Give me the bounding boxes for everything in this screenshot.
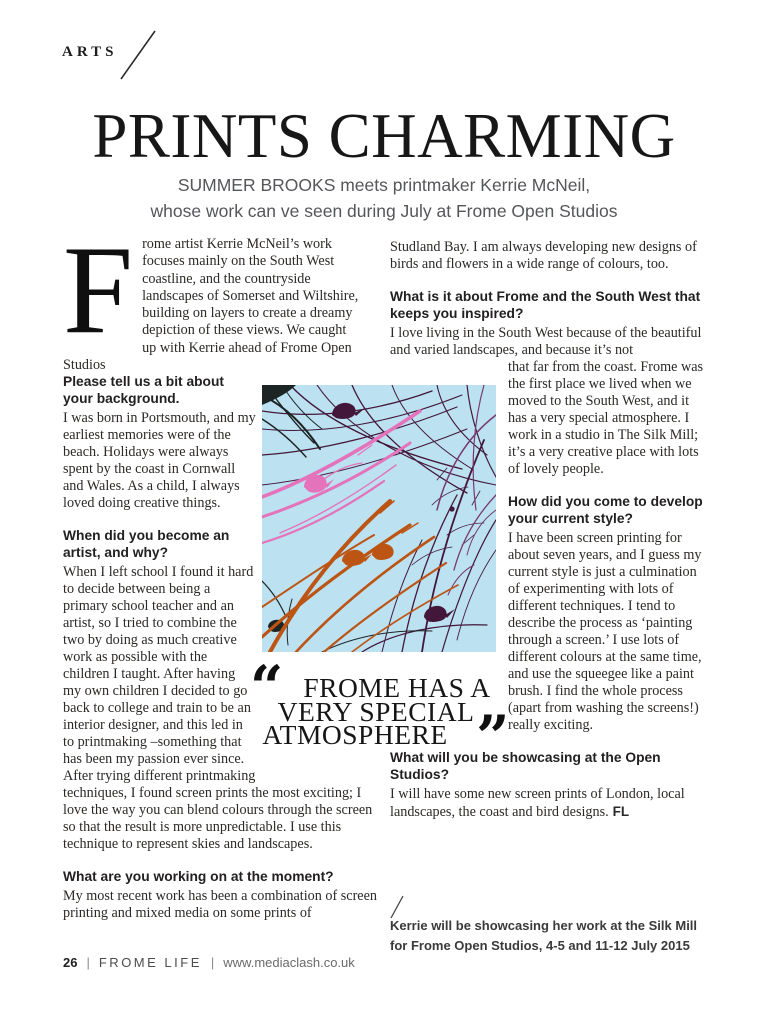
answer-inspired-part2: that far from the coast. Frome was the first place we lived when we moved to the South West, and it has a very special atmosphere. I work in a studio in The Silk Mill; it’s a very creative place with lots of lovely people. xyxy=(508,359,704,477)
section-slash-icon xyxy=(116,28,158,82)
pull-quote xyxy=(250,653,510,771)
answer-working-on: My most recent work has been a combination of screen printing and mixed media on some prints of xyxy=(63,888,377,921)
drop-cap: F xyxy=(63,221,134,360)
question-working-on: What are you working on at the moment? xyxy=(63,869,334,884)
footer-separator: | xyxy=(86,955,90,970)
footer-url: www.mediaclash.co.uk xyxy=(223,955,355,970)
standfirst-line-1: SUMMER BROOKS meets printmaker Kerrie McNeil, xyxy=(177,175,591,195)
open-quote-icon: “ xyxy=(250,653,284,721)
footer-separator: | xyxy=(210,955,215,970)
question-current-style: How did you come to develop your current style? xyxy=(508,494,703,526)
answer-inspired-part1: I love living in the South West because of the beautiful and varied landscapes, and because it’s not xyxy=(390,325,702,358)
answer-background: I was born in Portsmouth, and my earliest memories were of the beach. Holidays were always spent by the coast in Cornwall and Wales. As a child, I always loved doing creative things. xyxy=(63,410,256,511)
page-number: 26 xyxy=(63,955,78,970)
question-showcasing: What will you be showcasing at the Open Studios? xyxy=(390,750,661,782)
end-mark: FL xyxy=(612,804,630,819)
pull-quote-line-1: FROME HAS A xyxy=(303,672,491,703)
standfirst-line-2: whose work can ve seen during July at Frome Open Studios xyxy=(150,201,618,221)
article-title: PRINTS CHARMING xyxy=(92,101,676,171)
question-become-artist: When did you become an artist, and why? xyxy=(63,528,230,560)
intro-paragraph xyxy=(63,221,363,374)
answer-become-artist-part1: When I left school I found it hard to decide between being a primary school teacher and an artist, so I tried to combine the two by doing as much creative work as possible with the children I taught. After having my own children I decided to go back to college and train to be an interior designer, and this led in to printmaking –something that has been my passion ever since. After trying different printmaking xyxy=(63,564,256,784)
pull-quote-line-3: ATMOSPHERE xyxy=(262,719,448,750)
pull-quote-line-2: VERY SPECIAL xyxy=(277,695,475,727)
answer-working-on-continued: Studland Bay. I am always developing new designs of birds and flowers in a wide range of colours, too. xyxy=(390,239,697,272)
end-note: Kerrie will be showcasing her work at the Silk Mill for Frome Open Studios, 4-5 and 11-12 July 2015 xyxy=(390,918,698,953)
magazine-name: FROME LIFE xyxy=(98,955,202,970)
question-background: Please tell us a bit about your background. xyxy=(63,374,225,406)
page-footer xyxy=(63,955,703,970)
intro-text: rome artist Kerrie McNeil’s work focuses mainly on the South West coastline, and the countryside landscapes of Somerset and Wiltshire, building on layers to create a dreamy depiction of these views. We caught up with Kerrie ahead of Frome Open Studios xyxy=(63,236,359,374)
artwork-image xyxy=(262,385,496,652)
answer-showcasing xyxy=(390,786,706,821)
answer-showcasing-text: I will have some new screen prints of London, local landscapes, the coast and bird designs. xyxy=(390,786,685,820)
question-inspired: What is it about Frome and the South West that keeps you inspired? xyxy=(390,289,701,321)
article-standfirst xyxy=(0,172,768,224)
close-quote-icon: ” xyxy=(476,703,510,771)
answer-become-artist-part2: techniques, I found screen prints the most exciting; I love the way you can blend colours through the screen so that the result is more unpredictable. I use this technique to represent skies and landscapes. xyxy=(63,785,373,852)
section-label: ARTS xyxy=(62,44,118,60)
answer-current-style: I have been screen printing for about seven years, and I guess my current style is just a culmination of experimenting with lots of different techniques. I tend to describe the process as ‘painting through a screen.’ I use lots of different colours at the same time, and use the squeegee like a paint brush. I find the whole process (apart from washing the screens!) really exciting. xyxy=(508,530,702,733)
